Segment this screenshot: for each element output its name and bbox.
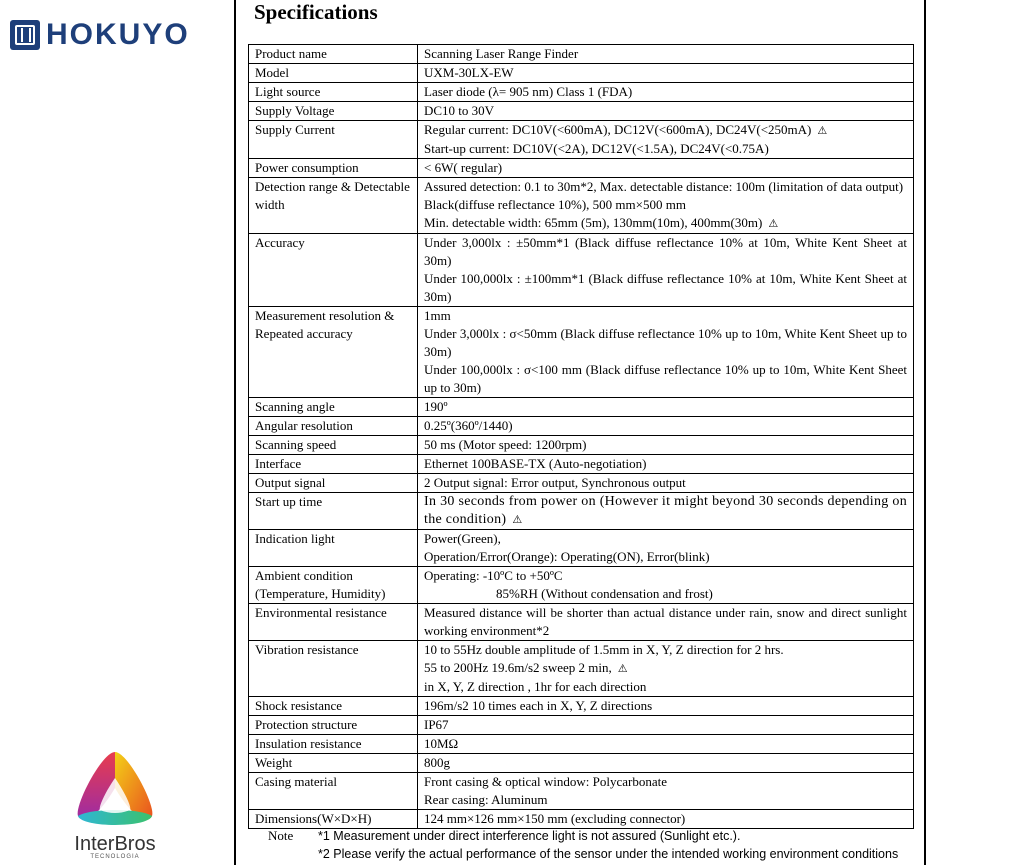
- spec-value-line: 50 ms (Motor speed: 1200rpm): [424, 437, 587, 452]
- spec-row: [249, 604, 914, 641]
- spec-value: [418, 64, 914, 83]
- spec-label: Insulation resistance: [249, 735, 418, 754]
- spec-row: [249, 398, 914, 417]
- spec-value: [418, 234, 914, 307]
- spec-value: [418, 604, 914, 641]
- spec-value-line: Min. detectable width: 65mm (5m), 130mm(10m), 400mm(30m) ⚠: [424, 215, 779, 230]
- warning-icon: ⚠: [817, 124, 828, 137]
- spec-value: [418, 178, 914, 234]
- spec-row: [249, 436, 914, 455]
- spec-value-line: Under 3,000lx : ±50mm*1 (Black diffuse reflectance 10% at 10m, White Kent Sheet at 30m): [424, 235, 907, 268]
- hokuyo-mark-icon: [10, 20, 40, 50]
- spec-value: [418, 121, 914, 159]
- note-1: *1 Measurement under direct interference light is not assured (Sunlight etc.).: [318, 829, 741, 843]
- spec-value: [418, 697, 914, 716]
- spec-value-line: 124 mm×126 mm×150 mm (excluding connector): [424, 811, 686, 826]
- spec-label: Model: [249, 64, 418, 83]
- spec-value-line: Operating: -10ºC to +50ºC: [424, 568, 563, 583]
- spec-value-line: Laser diode (λ= 905 nm) Class 1 (FDA): [424, 84, 633, 99]
- spec-value-line: Under 3,000lx : σ<50mm (Black diffuse reflectance 10% up to 10m, White Kent Sheet up to 30m): [424, 326, 907, 359]
- spec-label: Power consumption: [249, 159, 418, 178]
- interbros-subtitle: TECNOLOGIA: [90, 854, 140, 860]
- spec-value-line: Start-up current: DC10V(<2A), DC12V(<1.5A), DC24V(<0.75A): [424, 141, 769, 156]
- spec-label: Environmental resistance: [249, 604, 418, 641]
- page-title: Specifications: [254, 0, 378, 24]
- spec-value-line: 10MΩ: [424, 736, 459, 751]
- spec-value: [418, 83, 914, 102]
- spec-row: [249, 641, 914, 697]
- spec-value: [418, 716, 914, 735]
- spec-row: [249, 773, 914, 810]
- spec-label: Product name: [249, 45, 418, 64]
- note-2: *2 Please verify the actual performance of the sensor under the intended working environment conditions: [318, 847, 899, 861]
- note-label: Note: [268, 828, 294, 843]
- spec-value: [418, 436, 914, 455]
- hokuyo-wordmark: HOKUYO: [46, 18, 190, 51]
- spec-row: [249, 810, 914, 829]
- spec-value-line: Under 100,000lx : ±100mm*1 (Black diffuse reflectance 10% at 10m, White Kent Sheet at 30m): [424, 271, 907, 304]
- spec-value: [418, 159, 914, 178]
- spec-label: Shock resistance: [249, 697, 418, 716]
- spec-label: Scanning angle: [249, 398, 418, 417]
- spec-label: Vibration resistance: [249, 641, 418, 697]
- spec-value-line: Ethernet 100BASE-TX (Auto-negotiation): [424, 456, 647, 471]
- interbros-name: InterBros: [74, 833, 156, 855]
- spec-label: Ambient condition (Temperature, Humidity): [249, 567, 418, 604]
- spec-value-line: 55 to 200Hz 19.6m/s2 sweep 2 min, ⚠: [424, 660, 628, 675]
- spec-value: [418, 735, 914, 754]
- spec-row: [249, 307, 914, 398]
- spec-value-line: UXM-30LX-EW: [424, 65, 514, 80]
- spec-row: [249, 234, 914, 307]
- spec-value: [418, 641, 914, 697]
- spec-value-line: Rear casing: Aluminum: [424, 792, 548, 807]
- spec-label: Scanning speed: [249, 436, 418, 455]
- spec-row: [249, 697, 914, 716]
- spec-label: Measurement resolution & Repeated accuracy: [249, 307, 418, 398]
- hokuyo-logo: [10, 20, 190, 50]
- spec-value: [418, 773, 914, 810]
- spec-label: Accuracy: [249, 234, 418, 307]
- spec-value-line: Front casing & optical window: Polycarbonate: [424, 774, 667, 789]
- spec-label: Output signal: [249, 474, 418, 493]
- spec-row: [249, 178, 914, 234]
- spec-label: Interface: [249, 455, 418, 474]
- spec-value-line: Power(Green),: [424, 531, 501, 546]
- left-sidebar: [0, 0, 234, 865]
- spec-value: [418, 474, 914, 493]
- spec-value-line: Assured detection: 0.1 to 30m*2, Max. detectable distance: 100m (limitation of data output): [424, 179, 904, 194]
- spec-value: [418, 455, 914, 474]
- spec-value-line: 85%RH (Without condensation and frost): [496, 586, 713, 601]
- spec-value: [418, 102, 914, 121]
- spec-row: [249, 474, 914, 493]
- interbros-logo: [60, 748, 170, 860]
- spec-row: [249, 493, 914, 530]
- notes: [268, 827, 898, 863]
- spec-row: [249, 121, 914, 159]
- spec-value: [418, 810, 914, 829]
- spec-row: [249, 567, 914, 604]
- spec-value-line: IP67: [424, 717, 449, 732]
- spec-value: [418, 754, 914, 773]
- spec-table: [248, 44, 914, 829]
- spec-row: [249, 417, 914, 436]
- spec-value-line: Regular current: DC10V(<600mA), DC12V(<600mA), DC24V(<250mA) ⚠: [424, 122, 828, 137]
- spec-label: Casing material: [249, 773, 418, 810]
- spec-label: Angular resolution: [249, 417, 418, 436]
- spec-row: [249, 530, 914, 567]
- spec-value: [418, 307, 914, 398]
- spec-row: [249, 64, 914, 83]
- spec-value-line: 800g: [424, 755, 450, 770]
- spec-value-line: DC10 to 30V: [424, 103, 495, 118]
- spec-label: Weight: [249, 754, 418, 773]
- spec-label: Indication light: [249, 530, 418, 567]
- spec-label: Light source: [249, 83, 418, 102]
- spec-value-line: 1mm: [424, 308, 451, 323]
- spec-value-line: Scanning Laser Range Finder: [424, 46, 579, 61]
- spec-row: [249, 735, 914, 754]
- warning-icon: ⚠: [617, 662, 628, 675]
- spec-label: Start up time: [249, 493, 418, 530]
- spec-value-line: 190º: [424, 399, 448, 414]
- spec-value-line: < 6W( regular): [424, 160, 503, 175]
- interbros-triangle-icon: [70, 748, 160, 830]
- spec-value-line: 0.25º(360º/1440): [424, 418, 513, 433]
- spec-row: [249, 159, 914, 178]
- spec-value-line: 10 to 55Hz double amplitude of 1.5mm in X, Y, Z direction for 2 hrs.: [424, 642, 784, 657]
- spec-value: [418, 567, 914, 604]
- spec-value: [418, 417, 914, 436]
- spec-label: Supply Voltage: [249, 102, 418, 121]
- spec-label: Dimensions(W×D×H): [249, 810, 418, 829]
- spec-value-line: in X, Y, Z direction , 1hr for each direction: [424, 679, 647, 694]
- spec-value-line: 196m/s2 10 times each in X, Y, Z directions: [424, 698, 653, 713]
- spec-row: [249, 45, 914, 64]
- spec-row: [249, 83, 914, 102]
- spec-value-line: Under 100,000lx : σ<100 mm (Black diffuse reflectance 10% up to 10m, White Kent Sheet up to 30m): [424, 362, 907, 395]
- spec-value: [418, 45, 914, 64]
- spec-label: Supply Current: [249, 121, 418, 159]
- spec-value: [418, 398, 914, 417]
- spec-row: [249, 455, 914, 474]
- warning-icon: ⚠: [768, 217, 779, 230]
- spec-row: [249, 716, 914, 735]
- spec-row: [249, 102, 914, 121]
- spec-value: [418, 493, 914, 530]
- spec-value-line: Operation/Error(Orange): Operating(ON), Error(blink): [424, 549, 710, 564]
- spec-value: [418, 530, 914, 567]
- spec-value-line: In 30 seconds from power on (However it might beyond 30 seconds depending on the condition) ⚠: [424, 494, 907, 527]
- spec-label: Detection range & Detectable width: [249, 178, 418, 234]
- spec-label: Protection structure: [249, 716, 418, 735]
- spec-document: [234, 0, 926, 865]
- spec-value-line: 2 Output signal: Error output, Synchronous output: [424, 475, 686, 490]
- warning-icon: ⚠: [512, 513, 523, 526]
- spec-value-line: Black(diffuse reflectance 10%), 500 mm×500 mm: [424, 197, 686, 212]
- spec-value-line: Measured distance will be shorter than actual distance under rain, snow and direct sunlight working environment*2: [424, 605, 907, 638]
- spec-row: [249, 754, 914, 773]
